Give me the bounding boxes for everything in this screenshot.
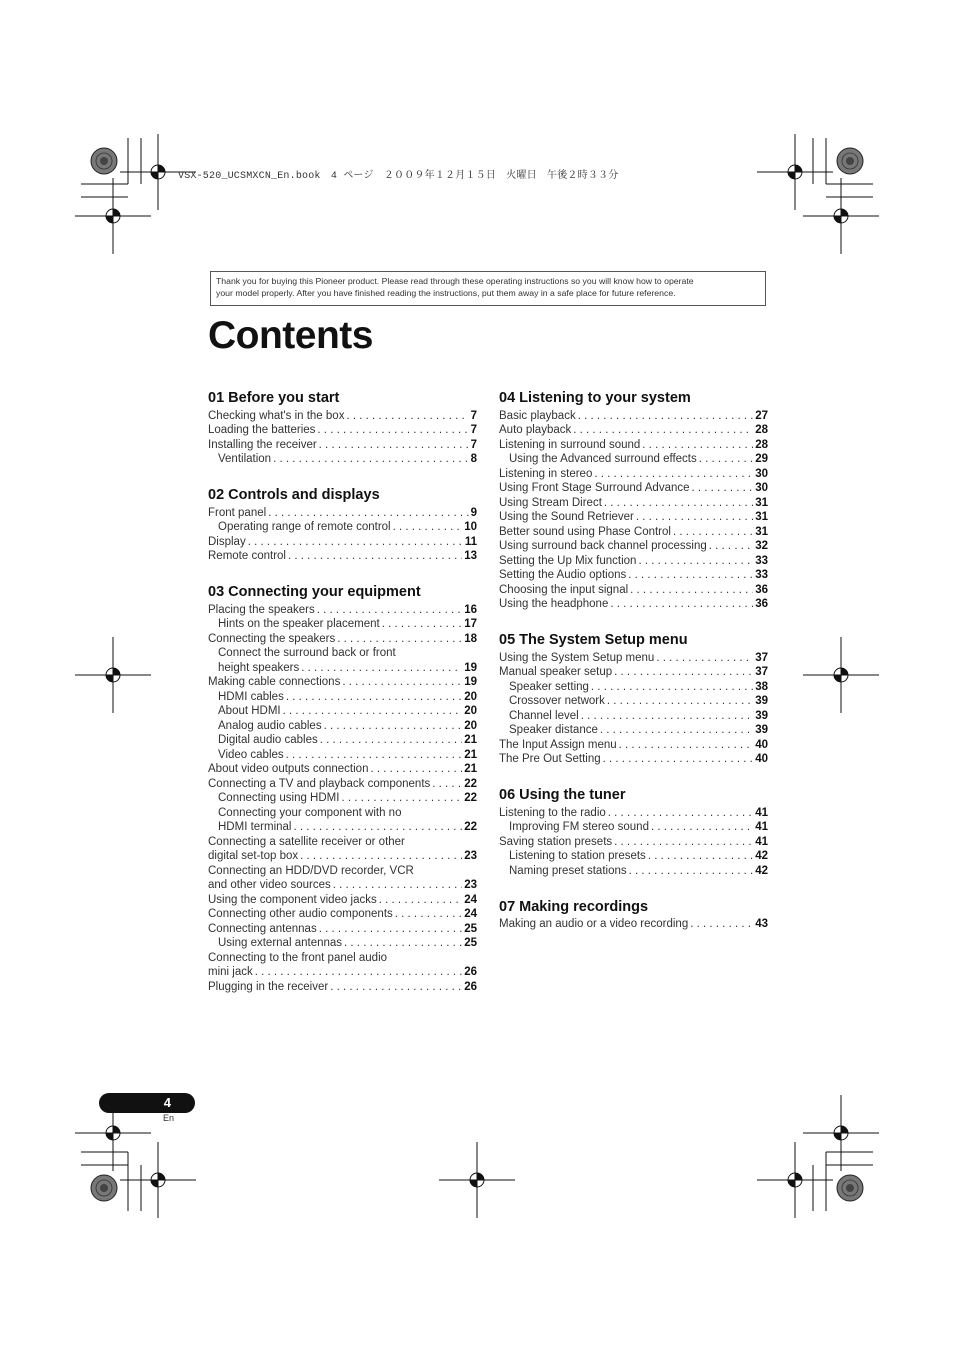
toc-leader-dots bbox=[395, 907, 462, 921]
toc-leader-dots bbox=[628, 568, 753, 582]
toc-entry-label: Connect the surround back or front bbox=[218, 647, 396, 659]
toc-leader-dots bbox=[630, 583, 753, 597]
toc-entry[interactable] bbox=[499, 568, 768, 583]
toc-entry[interactable] bbox=[499, 917, 768, 932]
toc-leader-dots bbox=[619, 738, 754, 752]
section-title: 01 Before you start bbox=[208, 390, 340, 406]
toc-entry-label: Checking what's in the box bbox=[208, 409, 345, 422]
toc-entry[interactable] bbox=[208, 675, 477, 690]
toc-entry-page: 19 bbox=[464, 676, 477, 688]
toc-entry[interactable] bbox=[499, 863, 768, 878]
toc-entry-page: 32 bbox=[755, 540, 768, 552]
toc-entry[interactable] bbox=[208, 834, 477, 849]
toc-entry-page: 33 bbox=[755, 554, 768, 567]
toc-entry-label: Choosing the input signal bbox=[499, 583, 629, 596]
toc-entry[interactable] bbox=[499, 553, 768, 568]
toc-entry[interactable] bbox=[208, 849, 477, 864]
intro-line-1: Thank you for buying this Pioneer product. Please read through these operating instructions so you will know how to operate bbox=[216, 276, 694, 286]
toc-entry-label: Connecting other audio components bbox=[208, 908, 393, 920]
toc-entry-label: Using the Sound Retriever bbox=[499, 511, 634, 523]
toc-entry-page: 17 bbox=[464, 618, 477, 630]
toc-entry-label: Remote control bbox=[208, 550, 286, 562]
toc-entry-label: Using Stream Direct bbox=[499, 496, 602, 509]
toc-entry-label: Digital audio cables bbox=[218, 734, 318, 746]
toc-entry-page: 29 bbox=[755, 453, 768, 465]
toc-entry-page: 25 bbox=[464, 922, 477, 935]
toc-entry-page: 13 bbox=[464, 550, 477, 562]
toc-entry[interactable] bbox=[208, 805, 477, 820]
toc-entry-page: 40 bbox=[755, 738, 768, 751]
toc-entry-page: 10 bbox=[464, 521, 477, 533]
toc-entry[interactable] bbox=[499, 539, 768, 554]
toc-leader-dots bbox=[432, 777, 462, 791]
toc-entry-label: Making cable connections bbox=[208, 676, 341, 688]
toc-leader-dots bbox=[610, 597, 753, 611]
toc-leader-dots bbox=[656, 651, 753, 665]
toc-entry-label: Loading the batteries bbox=[208, 424, 316, 436]
toc-entry[interactable] bbox=[499, 834, 768, 849]
toc-entry-page: 22 bbox=[464, 777, 477, 790]
toc-entry-label: Front panel bbox=[208, 506, 267, 519]
toc-leader-dots bbox=[341, 791, 462, 805]
toc-entry-label: Connecting a TV and playback components bbox=[208, 777, 431, 790]
toc-entry[interactable] bbox=[499, 408, 768, 423]
section-gap bbox=[208, 466, 477, 485]
toc-leader-dots bbox=[603, 752, 754, 766]
toc-leader-dots bbox=[333, 878, 462, 892]
toc-entry[interactable] bbox=[208, 892, 477, 907]
toc-leader-dots bbox=[337, 632, 462, 646]
toc-entry-page: 30 bbox=[755, 467, 768, 480]
toc-entry[interactable] bbox=[208, 878, 477, 893]
toc-leader-dots bbox=[248, 535, 463, 549]
toc-entry-label: About video outputs connection bbox=[208, 763, 369, 775]
toc-leader-dots bbox=[370, 762, 462, 776]
toc-entry-page: 23 bbox=[464, 850, 477, 862]
toc-entry[interactable] bbox=[208, 646, 477, 661]
toc-entry-page: 28 bbox=[755, 424, 768, 436]
toc-leader-dots bbox=[273, 452, 469, 466]
toc-entry-label: Listening to station presets bbox=[509, 850, 646, 862]
toc-entry-page: 31 bbox=[755, 511, 768, 523]
toc-entry-page: 16 bbox=[464, 603, 477, 616]
toc-entry-label: Connecting to the front panel audio bbox=[208, 951, 388, 964]
toc-entry-label: Improving FM stereo sound bbox=[509, 821, 649, 833]
toc-entry-page: 23 bbox=[464, 879, 477, 891]
toc-entry-page: 7 bbox=[470, 424, 477, 436]
toc-entry-label: The Input Assign menu bbox=[499, 738, 617, 751]
toc-entry-label: Naming preset stations bbox=[509, 864, 627, 877]
toc-entry-page: 20 bbox=[464, 705, 477, 717]
section-title: 04 Listening to your system bbox=[499, 390, 691, 406]
toc-entry[interactable] bbox=[208, 534, 477, 549]
toc-entry-page: 27 bbox=[755, 409, 768, 422]
toc-leader-dots bbox=[300, 849, 462, 863]
toc-entry-page: 36 bbox=[755, 598, 768, 610]
toc-entry-page: 7 bbox=[470, 409, 477, 422]
toc-entry-page: 43 bbox=[755, 918, 768, 930]
toc-leader-dots bbox=[651, 820, 753, 834]
toc-entry-page: 28 bbox=[755, 438, 768, 451]
toc-entry-label: Making an audio or a video recording bbox=[499, 918, 689, 930]
toc-entry[interactable] bbox=[499, 423, 768, 438]
toc-leader-dots bbox=[268, 506, 468, 520]
toc-entry[interactable] bbox=[208, 452, 477, 467]
toc-entry-page: 18 bbox=[464, 632, 477, 645]
toc-entry-page: 26 bbox=[464, 966, 477, 978]
toc-entry-label: height speakers bbox=[218, 661, 300, 674]
toc-leader-dots bbox=[642, 438, 753, 452]
toc-left-column bbox=[208, 388, 477, 994]
toc-entry-page: 39 bbox=[755, 709, 768, 722]
toc-entry-label: Installing the receiver bbox=[208, 438, 317, 451]
toc-leader-dots bbox=[286, 748, 463, 762]
intro-box bbox=[210, 271, 766, 306]
toc-entry-label: Using surround back channel processing bbox=[499, 540, 707, 552]
toc-leader-dots bbox=[255, 965, 462, 979]
toc-entry-page: 42 bbox=[755, 850, 768, 862]
toc-leader-dots bbox=[342, 675, 462, 689]
toc-leader-dots bbox=[379, 893, 462, 907]
toc-entry-label: Saving station presets bbox=[499, 835, 613, 848]
toc-entry-page: 9 bbox=[470, 506, 477, 519]
toc-entry[interactable] bbox=[499, 820, 768, 835]
toc-leader-dots bbox=[600, 723, 753, 737]
toc-entry-label: HDMI terminal bbox=[218, 821, 292, 833]
toc-entry-label: Speaker distance bbox=[509, 724, 598, 736]
toc-entry[interactable] bbox=[208, 549, 477, 564]
section-gap bbox=[499, 611, 768, 630]
toc-entry-label: Better sound using Phase Control bbox=[499, 525, 671, 538]
toc-entry[interactable] bbox=[208, 907, 477, 922]
toc-entry-label: Connecting the speakers bbox=[208, 632, 336, 645]
toc-entry-label: Analog audio cables bbox=[218, 719, 322, 732]
toc-leader-dots bbox=[578, 409, 753, 423]
section-gap bbox=[499, 878, 768, 897]
top-right-corner-marks bbox=[757, 134, 879, 254]
toc-entry-page: 24 bbox=[464, 893, 477, 906]
toc-entry[interactable] bbox=[208, 950, 477, 965]
toc-entry-label: The Pre Out Setting bbox=[499, 753, 601, 765]
toc-entry-page: 24 bbox=[464, 908, 477, 920]
toc-leader-dots bbox=[709, 539, 753, 553]
toc-entry-label: Video cables bbox=[218, 748, 284, 761]
toc-entry[interactable] bbox=[208, 863, 477, 878]
toc-entry[interactable] bbox=[208, 437, 477, 452]
language-label: En bbox=[163, 1113, 175, 1123]
toc-entry-page: 21 bbox=[464, 748, 477, 761]
toc-entry-page: 8 bbox=[470, 453, 477, 465]
toc-entry[interactable] bbox=[208, 505, 477, 520]
toc-entry-page: 21 bbox=[464, 734, 477, 746]
toc-leader-dots bbox=[319, 922, 463, 936]
toc-entry-page: 25 bbox=[464, 937, 477, 949]
toc-entry-label: Connecting an HDD/DVD recorder, VCR bbox=[208, 864, 414, 877]
toc-leader-dots bbox=[293, 820, 462, 834]
toc-leader-dots bbox=[573, 423, 753, 437]
toc-entry[interactable] bbox=[208, 820, 477, 835]
toc-leader-dots bbox=[382, 617, 462, 631]
toc-entry-label: Manual speaker setup bbox=[499, 666, 613, 678]
toc-entry-page: 33 bbox=[755, 569, 768, 581]
section-title: 07 Making recordings bbox=[499, 898, 649, 915]
page-number-badge: 4 bbox=[99, 1093, 195, 1113]
toc-entry-label: and other video sources bbox=[208, 879, 331, 891]
toc-leader-dots bbox=[607, 694, 753, 708]
toc-leader-dots bbox=[346, 409, 468, 423]
toc-entry[interactable] bbox=[208, 733, 477, 748]
toc-leader-dots bbox=[673, 525, 753, 539]
toc-leader-dots bbox=[604, 496, 753, 510]
toc-entry-page: 7 bbox=[470, 438, 477, 451]
toc-entry[interactable] bbox=[499, 679, 768, 694]
toc-entry-label: Operating range of remote control bbox=[218, 521, 391, 533]
toc-entry[interactable] bbox=[499, 708, 768, 723]
toc-entry-page: 39 bbox=[755, 724, 768, 736]
toc-leader-dots bbox=[393, 520, 463, 534]
toc-entry-label: About HDMI bbox=[218, 705, 281, 717]
bottom-left-corner-marks bbox=[75, 1095, 196, 1218]
toc-entry-label: Speaker setting bbox=[509, 680, 589, 693]
toc-leader-dots bbox=[614, 665, 753, 679]
toc-entry-page: 22 bbox=[464, 792, 477, 804]
toc-entry[interactable] bbox=[208, 762, 477, 777]
toc-entry[interactable] bbox=[499, 510, 768, 525]
toc-leader-dots bbox=[594, 467, 753, 481]
toc-entry[interactable] bbox=[499, 737, 768, 752]
toc-entry[interactable] bbox=[499, 694, 768, 709]
toc-leader-dots bbox=[283, 704, 463, 718]
toc-entry-label: Auto playback bbox=[499, 424, 572, 436]
toc-entry[interactable] bbox=[208, 602, 477, 617]
toc-entry-label: Crossover network bbox=[509, 695, 605, 707]
toc-entry-label: Using Front Stage Surround Advance bbox=[499, 482, 690, 494]
toc-entry-label: Using the Advanced surround effects bbox=[509, 453, 697, 465]
toc-entry[interactable] bbox=[208, 408, 477, 423]
toc-leader-dots bbox=[648, 849, 753, 863]
toc-entry[interactable] bbox=[499, 437, 768, 452]
toc-entry[interactable] bbox=[499, 723, 768, 738]
toc-leader-dots bbox=[690, 917, 753, 931]
toc-leader-dots bbox=[286, 690, 462, 704]
toc-entry-page: 26 bbox=[464, 980, 477, 993]
toc-leader-dots bbox=[636, 510, 753, 524]
toc-entry[interactable] bbox=[208, 689, 477, 704]
toc-entry[interactable] bbox=[208, 520, 477, 535]
toc-entry-page: 11 bbox=[464, 535, 477, 548]
toc-entry-label: Listening in stereo bbox=[499, 467, 593, 480]
section-gap bbox=[499, 766, 768, 785]
toc-entry-label: Using external antennas bbox=[218, 937, 343, 949]
toc-leader-dots bbox=[629, 864, 754, 878]
toc-entry-label: Connecting antennas bbox=[208, 922, 317, 935]
toc-leader-dots bbox=[320, 733, 462, 747]
toc-entry-label: Listening to the radio bbox=[499, 806, 606, 819]
toc-leader-dots bbox=[638, 554, 753, 568]
toc-entry-page: 38 bbox=[755, 680, 768, 693]
toc-entry[interactable] bbox=[499, 466, 768, 481]
toc-entry[interactable] bbox=[208, 965, 477, 980]
toc-leader-dots bbox=[301, 661, 462, 675]
toc-entry[interactable] bbox=[208, 718, 477, 733]
toc-entry-label: Using the System Setup menu bbox=[499, 651, 655, 664]
toc-entry[interactable] bbox=[499, 752, 768, 767]
bottom-right-corner-marks bbox=[757, 1095, 879, 1218]
toc-entry-page: 37 bbox=[755, 651, 768, 664]
toc-leader-dots bbox=[317, 423, 468, 437]
bottom-center-marks bbox=[439, 1142, 515, 1218]
toc-entry-page: 20 bbox=[464, 690, 477, 703]
toc-entry[interactable] bbox=[499, 849, 768, 864]
toc-entry-label: HDMI cables bbox=[218, 690, 284, 703]
toc-entry-label: Plugging in the receiver bbox=[208, 980, 329, 993]
toc-entry-page: 31 bbox=[755, 496, 768, 509]
toc-entry-page: 41 bbox=[755, 835, 768, 848]
toc-entry[interactable] bbox=[208, 423, 477, 438]
toc-leader-dots bbox=[330, 980, 462, 994]
toc-entry-label: Using the headphone bbox=[499, 598, 609, 610]
toc-entry[interactable] bbox=[499, 665, 768, 680]
toc-entry[interactable] bbox=[499, 597, 768, 612]
toc-entry-page: 39 bbox=[755, 695, 768, 707]
toc-entry[interactable] bbox=[499, 481, 768, 496]
toc-entry-label: mini jack bbox=[208, 966, 253, 978]
toc-entry-label: Ventilation bbox=[218, 453, 272, 465]
toc-entry-label: digital set-top box bbox=[208, 850, 299, 862]
toc-entry[interactable] bbox=[208, 747, 477, 762]
section-title: 02 Controls and displays bbox=[208, 487, 380, 503]
toc-right-column bbox=[499, 388, 768, 931]
toc-leader-dots bbox=[614, 835, 753, 849]
toc-leader-dots bbox=[324, 719, 463, 733]
toc-leader-dots bbox=[591, 680, 753, 694]
toc-entry-label: Setting the Up Mix function bbox=[499, 554, 637, 567]
toc-entry-label: Hints on the speaker placement bbox=[218, 618, 380, 630]
toc-leader-dots bbox=[581, 709, 754, 723]
toc-entry-page: 20 bbox=[464, 719, 477, 732]
toc-entry-page: 21 bbox=[464, 763, 477, 775]
toc-leader-dots bbox=[317, 603, 462, 617]
section-title: 05 The System Setup menu bbox=[499, 632, 688, 648]
toc-entry[interactable] bbox=[208, 617, 477, 632]
toc-entry[interactable] bbox=[208, 704, 477, 719]
toc-entry-page: 19 bbox=[464, 661, 477, 674]
toc-entry[interactable] bbox=[208, 660, 477, 675]
toc-entry-page: 41 bbox=[755, 821, 768, 833]
toc-entry-page: 36 bbox=[755, 583, 768, 596]
toc-entry[interactable] bbox=[208, 936, 477, 951]
toc-leader-dots bbox=[699, 452, 753, 466]
toc-entry[interactable] bbox=[499, 582, 768, 597]
top-left-corner-marks bbox=[75, 134, 196, 254]
toc-entry-page: 31 bbox=[755, 525, 768, 538]
toc-entry[interactable] bbox=[208, 921, 477, 936]
toc-entry-label: Placing the speakers bbox=[208, 603, 315, 616]
toc-entry-label: Basic playback bbox=[499, 409, 576, 422]
toc-entry-page: 42 bbox=[755, 864, 768, 877]
toc-entry-page: 30 bbox=[755, 482, 768, 494]
section-title: 06 Using the tuner bbox=[499, 787, 626, 803]
print-header: VSX-520_UCSMXCN_En.book 4 ページ ２００９年１２月１５日 火曜日 午後２時３３分 bbox=[178, 171, 619, 182]
toc-entry[interactable] bbox=[499, 650, 768, 665]
toc-entry[interactable] bbox=[499, 495, 768, 510]
toc-leader-dots bbox=[608, 806, 753, 820]
toc-entry-label: Channel level bbox=[509, 709, 579, 722]
toc-entry-page: 40 bbox=[755, 753, 768, 765]
toc-entry[interactable] bbox=[499, 452, 768, 467]
toc-entry-page: 41 bbox=[755, 806, 768, 819]
toc-entry[interactable] bbox=[499, 524, 768, 539]
toc-entry-label: Using the component video jacks bbox=[208, 893, 377, 906]
toc-entry-label: Listening in surround sound bbox=[499, 438, 641, 451]
page-title: Contents bbox=[208, 314, 373, 357]
toc-entry-label: Connecting your component with no bbox=[218, 806, 402, 819]
toc-entry[interactable] bbox=[208, 979, 477, 994]
toc-leader-dots bbox=[344, 936, 462, 950]
toc-entry[interactable] bbox=[499, 805, 768, 820]
toc-entry-label: Setting the Audio options bbox=[499, 569, 627, 581]
toc-leader-dots bbox=[692, 481, 754, 495]
section-gap bbox=[208, 563, 477, 582]
toc-leader-dots bbox=[319, 438, 469, 452]
toc-entry-page: 22 bbox=[464, 821, 477, 833]
toc-entry-label: Connecting using HDMI bbox=[218, 792, 340, 804]
toc-entry-label: Display bbox=[208, 535, 246, 548]
intro-line-2: your model properly. After you have finished reading the instructions, put them away in a safe place for future reference. bbox=[216, 288, 676, 298]
toc-entry-label: Connecting a satellite receiver or other bbox=[208, 835, 405, 848]
toc-entry[interactable] bbox=[208, 776, 477, 791]
toc-entry[interactable] bbox=[208, 791, 477, 806]
toc-entry[interactable] bbox=[208, 631, 477, 646]
toc-leader-dots bbox=[288, 549, 462, 563]
section-title: 03 Connecting your equipment bbox=[208, 584, 421, 600]
toc-entry-page: 37 bbox=[755, 666, 768, 678]
